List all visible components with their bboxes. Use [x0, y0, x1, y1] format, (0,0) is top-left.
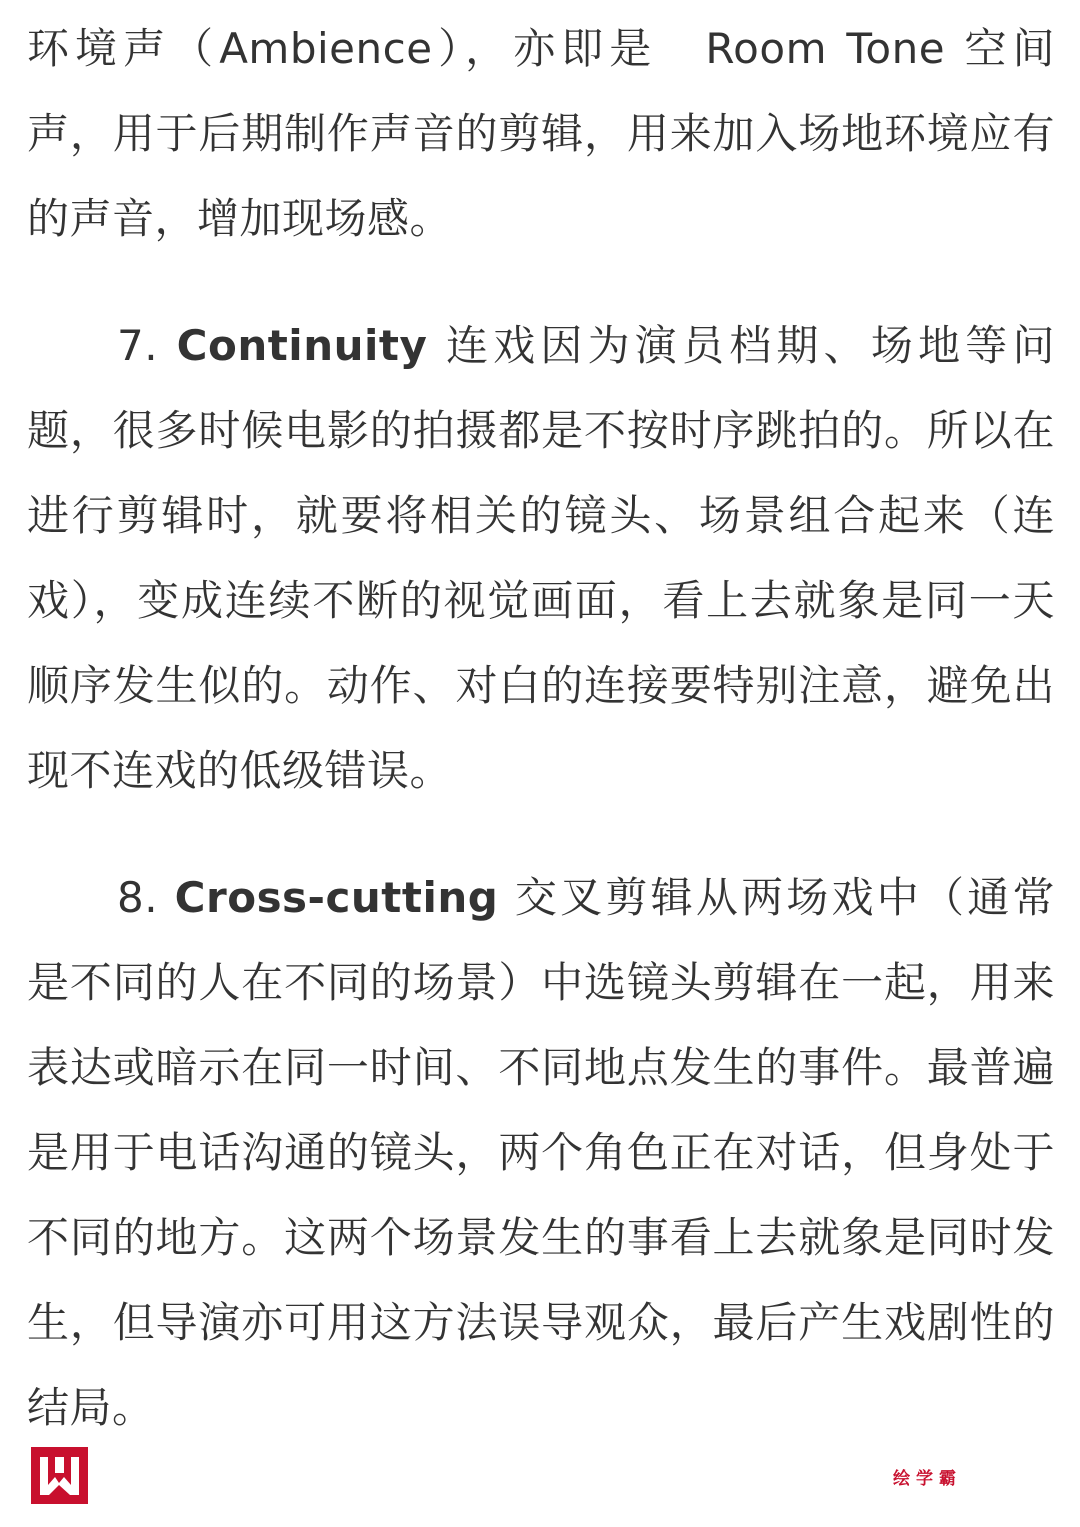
item-number: 8.: [117, 873, 159, 922]
logo-w-icon: [31, 1447, 88, 1504]
paragraph-text: 连戏因为演员档期、场地等问题，很多时候电影的拍摄都是不按时序跳拍的。所以在进行剪辑时，就要将相关的镜头、场景组合起来（连戏），变成连续不断的视觉画面，看上去就象是同一天顺序发生似的。动作、对白的连接要特别注意，避免出现不连戏的低级错误。: [27, 321, 1055, 795]
paragraph-cross-cutting: [27, 855, 1055, 1450]
article-body: [27, 0, 1055, 1450]
item-number: 7.: [117, 321, 159, 370]
term-heading: Continuity: [176, 321, 428, 370]
watermark-text: 绘学霸: [893, 1469, 962, 1489]
term-heading: Cross-cutting: [174, 873, 499, 922]
paragraph-text: 交叉剪辑从两场戏中（通常是不同的人在不同的场景）中选镜头剪辑在一起，用来表达或暗示在同一时间、不同地点发生的事件。最普遍是用于电话沟通的镜头，两个角色正在对话，但身处于不同的地方。这两个场景发生的事看上去就象是同时发生，但导演亦可用这方法误导观众，最后产生戏剧性的结局。: [27, 873, 1055, 1432]
brand-logo: [31, 1447, 88, 1504]
paragraph-text: 环境声（Ambience），亦即是 Room Tone 空间声，用于后期制作声音的剪辑，用来加入场地环境应有的声音，增加现场感。: [27, 24, 1055, 243]
paragraph-continuity: [27, 303, 1055, 813]
paragraph-ambience: [27, 6, 1055, 261]
